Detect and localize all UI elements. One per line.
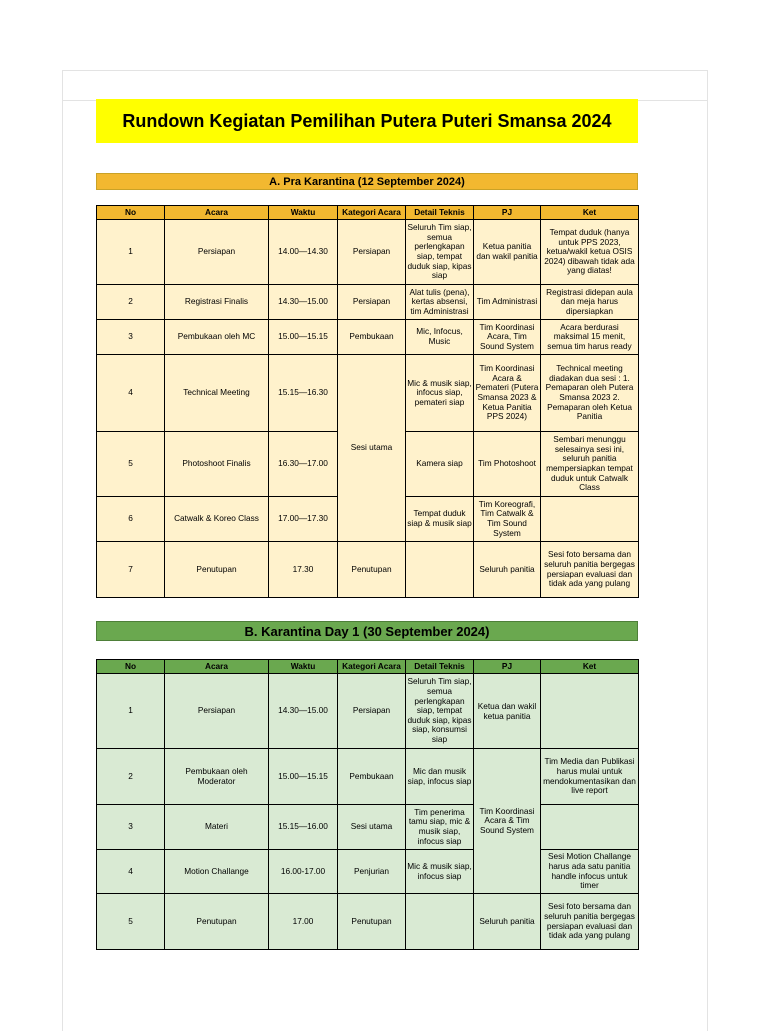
col-waktu: Waktu	[269, 206, 338, 220]
cell-pj: Tim Koordinasi Acara, Tim Sound System	[474, 320, 541, 355]
cell-waktu: 17.30	[269, 542, 338, 598]
cell-waktu: 16.30—17.00	[269, 432, 338, 497]
cell-pj: Seluruh panitia	[474, 894, 541, 950]
col-detail: Detail Teknis	[406, 660, 474, 674]
table-row	[97, 542, 639, 598]
cell-waktu: 15.00—15.15	[269, 320, 338, 355]
col-kategori: Kategori Acara	[338, 206, 406, 220]
cell-detail	[406, 894, 474, 950]
cell-acara: Photoshoot Finalis	[165, 432, 269, 497]
cell-kategori: Persiapan	[338, 220, 406, 285]
cell-ket: Sembari menunggu selesainya sesi ini, seluruh panitia mempersiapkan tempat duduk untuk Catwalk Class	[541, 432, 639, 497]
cell-detail: Seluruh Tim siap, semua perlengkapan siap, tempat duduk siap, kipas siap, konsumsi siap	[406, 674, 474, 749]
cell-detail: Seluruh Tim siap, semua perlengkapan siap, tempat duduk siap, kipas siap	[406, 220, 474, 285]
cell-ket: Technical meeting diadakan dua sesi : 1. Pemaparan oleh Putera Smansa 2023 2. Pemaparan oleh Ketua Panitia	[541, 355, 639, 432]
cell-ket: Sesi foto bersama dan seluruh panitia bergegas persiapan evaluasi dan tidak ada yang pulang	[541, 542, 639, 598]
section-a-heading: A. Pra Karantina (12 September 2024)	[96, 173, 638, 190]
cell-pj: Tim Administrasi	[474, 285, 541, 320]
table-row	[97, 220, 639, 285]
col-pj: PJ	[474, 660, 541, 674]
document-page	[62, 70, 708, 1031]
cell-ket: Acara berdurasi maksimal 15 menit, semua tim harus ready	[541, 320, 639, 355]
cell-detail: Kamera siap	[406, 432, 474, 497]
col-no: No	[97, 660, 165, 674]
cell-acara: Materi	[165, 805, 269, 850]
cell-ket: Sesi foto bersama dan seluruh panitia bergegas persiapan evaluasi dan tidak ada yang pulang	[541, 894, 639, 950]
cell-ket	[541, 805, 639, 850]
table-row	[97, 749, 639, 805]
cell-pj: Seluruh panitia	[474, 542, 541, 598]
cell-pj: Tim Photoshoot	[474, 432, 541, 497]
cell-kategori: Sesi utama	[338, 355, 406, 542]
cell-kategori: Persiapan	[338, 674, 406, 749]
col-detail: Detail Teknis	[406, 206, 474, 220]
cell-waktu: 14.30—15.00	[269, 674, 338, 749]
cell-pj: Tim Koreografi, Tim Catwalk & Tim Sound System	[474, 497, 541, 542]
cell-ket	[541, 674, 639, 749]
cell-no: 4	[97, 355, 165, 432]
cell-detail: Mic dan musik siap, infocus siap	[406, 749, 474, 805]
cell-waktu: 17.00	[269, 894, 338, 950]
cell-pj: Ketua panitia dan wakil panitia	[474, 220, 541, 285]
col-acara: Acara	[165, 660, 269, 674]
table-row	[97, 805, 639, 850]
col-ket: Ket	[541, 206, 639, 220]
cell-acara: Technical Meeting	[165, 355, 269, 432]
cell-waktu: 15.15—16.30	[269, 355, 338, 432]
cell-detail: Mic & musik siap, infocus siap	[406, 850, 474, 894]
cell-waktu: 14.00—14.30	[269, 220, 338, 285]
cell-no: 4	[97, 850, 165, 894]
cell-waktu: 16.00-17.00	[269, 850, 338, 894]
cell-kategori: Pembukaan	[338, 320, 406, 355]
cell-detail: Mic, Infocus, Music	[406, 320, 474, 355]
cell-pj: Tim Koordinasi Acara & Tim Sound System	[474, 749, 541, 894]
cell-waktu: 17.00—17.30	[269, 497, 338, 542]
cell-acara: Pembukaan oleh Moderator	[165, 749, 269, 805]
cell-kategori: Penutupan	[338, 542, 406, 598]
col-waktu: Waktu	[269, 660, 338, 674]
table-header-row	[97, 660, 639, 674]
cell-waktu: 14.30—15.00	[269, 285, 338, 320]
cell-ket: Tim Media dan Publikasi harus mulai untuk mendokumentasikan dan live report	[541, 749, 639, 805]
cell-ket	[541, 497, 639, 542]
cell-detail: Tempat duduk siap & musik siap	[406, 497, 474, 542]
cell-waktu: 15.00—15.15	[269, 749, 338, 805]
table-row	[97, 674, 639, 749]
cell-kategori: Penutupan	[338, 894, 406, 950]
cell-pj: Tim Koordinasi Acara & Pemateri (Putera Smansa 2023 & Ketua Panitia PPS 2024)	[474, 355, 541, 432]
cell-no: 1	[97, 220, 165, 285]
cell-acara: Pembukaan oleh MC	[165, 320, 269, 355]
cell-detail	[406, 542, 474, 598]
cell-acara: Registrasi Finalis	[165, 285, 269, 320]
cell-no: 5	[97, 432, 165, 497]
cell-kategori: Penjurian	[338, 850, 406, 894]
col-no: No	[97, 206, 165, 220]
cell-no: 1	[97, 674, 165, 749]
cell-no: 2	[97, 749, 165, 805]
cell-no: 3	[97, 805, 165, 850]
col-acara: Acara	[165, 206, 269, 220]
col-ket: Ket	[541, 660, 639, 674]
cell-no: 5	[97, 894, 165, 950]
cell-ket: Registrasi didepan aula dan meja harus dipersiapkan	[541, 285, 639, 320]
cell-acara: Persiapan	[165, 220, 269, 285]
section-b-table	[96, 659, 639, 950]
table-row	[97, 894, 639, 950]
table-header-row	[97, 206, 639, 220]
cell-pj: Ketua dan wakil ketua panitia	[474, 674, 541, 749]
cell-ket: Tempat duduk (hanya untuk PPS 2023, ketua/wakil ketua OSIS 2024) dibawah tidak ada yang diatas!	[541, 220, 639, 285]
rundown-content	[96, 99, 638, 950]
cell-acara: Catwalk & Koreo Class	[165, 497, 269, 542]
cell-no: 2	[97, 285, 165, 320]
cell-kategori: Pembukaan	[338, 749, 406, 805]
cell-no: 7	[97, 542, 165, 598]
cell-no: 3	[97, 320, 165, 355]
cell-detail: Mic & musik siap, infocus siap, pemateri siap	[406, 355, 474, 432]
cell-acara: Motion Challange	[165, 850, 269, 894]
table-row	[97, 320, 639, 355]
col-pj: PJ	[474, 206, 541, 220]
cell-detail: Tim penerima tamu siap, mic & musik siap, infocus siap	[406, 805, 474, 850]
cell-waktu: 15.15—16.00	[269, 805, 338, 850]
cell-acara: Persiapan	[165, 674, 269, 749]
cell-ket: Sesi Motion Challange harus ada satu panitia handle infocus untuk timer	[541, 850, 639, 894]
col-kategori: Kategori Acara	[338, 660, 406, 674]
document-title: Rundown Kegiatan Pemilihan Putera Puteri Smansa 2024	[96, 99, 638, 143]
table-row	[97, 285, 639, 320]
cell-no: 6	[97, 497, 165, 542]
section-a-table	[96, 205, 639, 598]
table-row	[97, 355, 639, 432]
cell-acara: Penutupan	[165, 542, 269, 598]
cell-kategori: Sesi utama	[338, 805, 406, 850]
cell-detail: Alat tulis (pena), kertas absensi, tim Administrasi	[406, 285, 474, 320]
cell-kategori: Persiapan	[338, 285, 406, 320]
section-b-heading: B. Karantina Day 1 (30 September 2024)	[96, 621, 638, 641]
table-row	[97, 850, 639, 894]
cell-acara: Penutupan	[165, 894, 269, 950]
